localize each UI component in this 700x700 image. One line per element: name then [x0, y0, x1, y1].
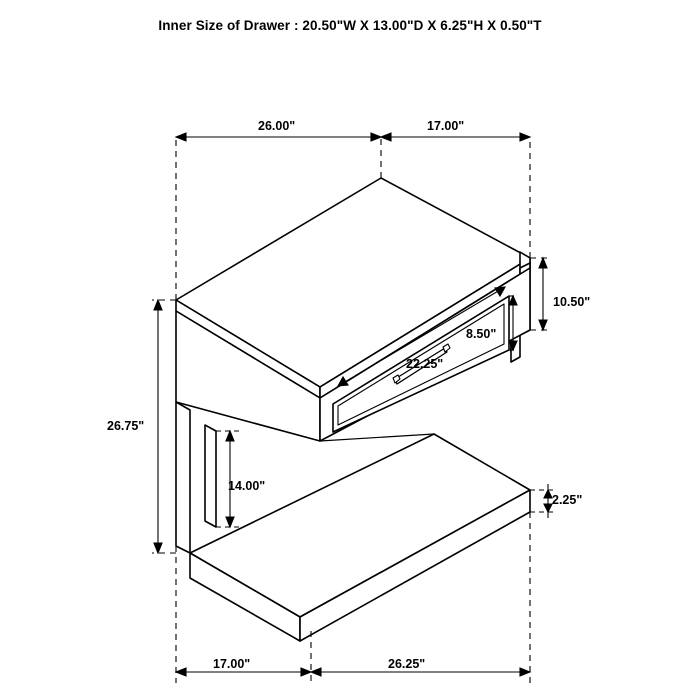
dim-label-top-left: 26.00": [258, 119, 296, 133]
dim-label-side-upper: 10.50": [553, 295, 591, 309]
left-inner-post: [205, 425, 216, 527]
left-front-leg: [176, 402, 190, 553]
nightstand-illustration: [176, 178, 530, 641]
dim-label-drawer-width: 22.25": [406, 357, 444, 371]
dim-label-bottom-right: 26.25": [388, 657, 426, 671]
dim-label-drawer-height: 8.50": [466, 327, 497, 341]
dim-label-total-height: 26.75": [107, 419, 145, 433]
dim-label-base-thickness: 2.25": [552, 493, 583, 507]
dim-label-shelf-opening: 14.00": [228, 479, 266, 493]
page-title: Inner Size of Drawer : 20.50"W X 13.00"D X 6.25"H X 0.50"T: [158, 18, 542, 33]
dim-label-bottom-left: 17.00": [213, 657, 251, 671]
dim-label-top-right: 17.00": [427, 119, 465, 133]
